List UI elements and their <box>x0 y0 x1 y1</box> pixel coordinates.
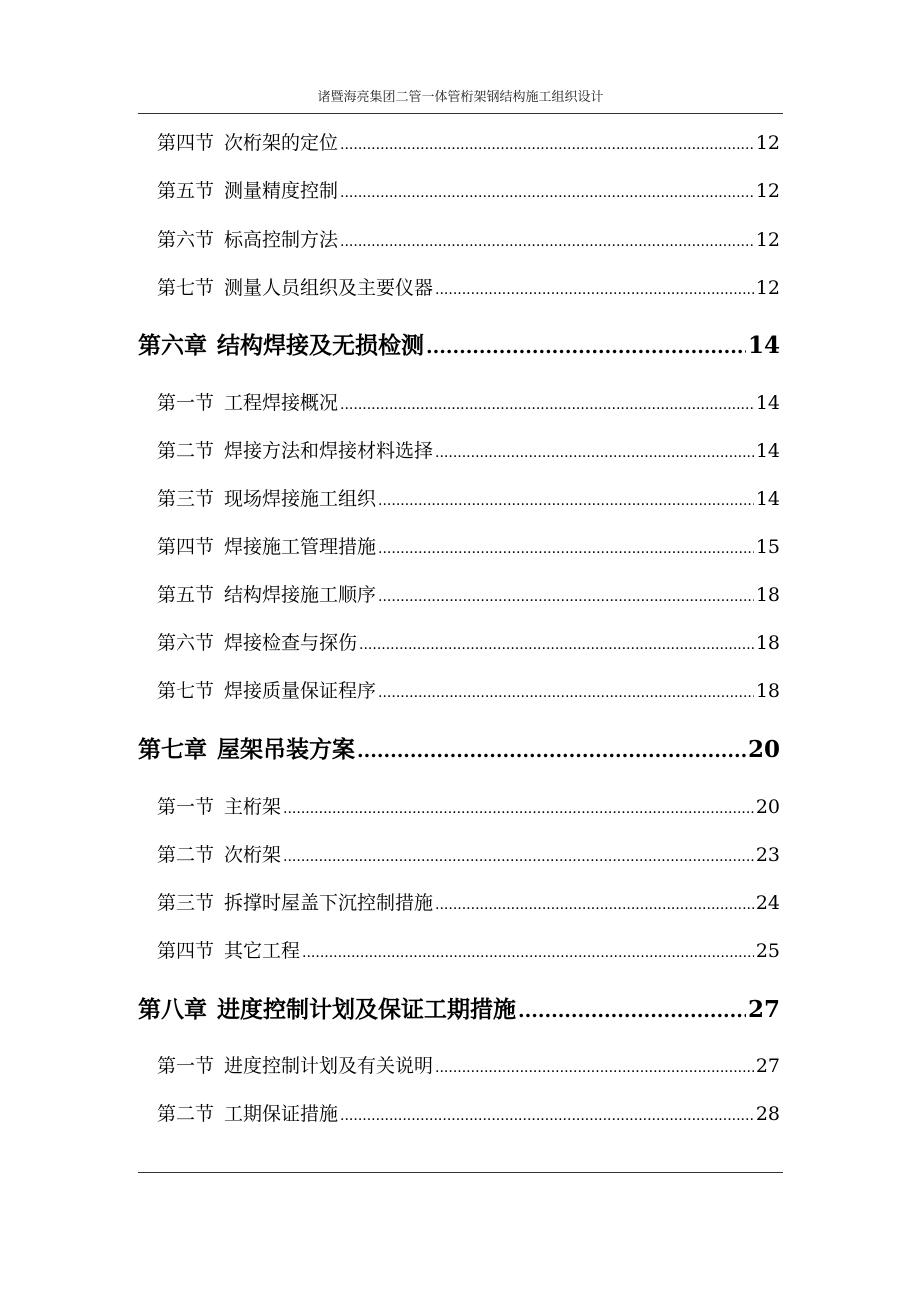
toc-section-entry[interactable] <box>157 1099 780 1126</box>
chapter-title: 进度控制计划及保证工期措施 <box>217 996 516 1023</box>
toc-section-entry[interactable] <box>157 628 780 655</box>
page-number: 15 <box>755 536 780 558</box>
section-number: 第二节 <box>157 1103 215 1125</box>
toc-section-entry[interactable] <box>157 532 780 559</box>
section-title: 工程焊接概况 <box>224 392 339 414</box>
header-rule <box>138 113 783 114</box>
section-title: 测量精度控制 <box>224 180 339 202</box>
section-title: 焊接检查与探伤 <box>224 632 358 654</box>
toc-section-entry[interactable] <box>157 273 780 300</box>
section-number: 第四节 <box>157 940 215 962</box>
section-title: 焊接施工管理措施 <box>224 536 377 558</box>
section-title: 焊接方法和焊接材料选择 <box>224 440 434 462</box>
dot-leader <box>340 1103 754 1125</box>
dot-leader <box>378 536 754 558</box>
page-number: 18 <box>755 632 780 654</box>
dot-leader <box>340 132 754 154</box>
toc-section-entry[interactable] <box>157 436 780 463</box>
toc-section-entry[interactable] <box>157 840 780 867</box>
toc-chapter-entry[interactable] <box>138 731 780 764</box>
toc-section-entry[interactable] <box>157 484 780 511</box>
page-number: 28 <box>755 1103 780 1125</box>
toc-section-entry[interactable] <box>157 176 780 203</box>
toc-section-entry[interactable] <box>157 388 780 415</box>
dot-leader <box>340 392 754 414</box>
dot-leader <box>435 440 754 462</box>
section-number: 第五节 <box>157 584 215 606</box>
page-number: 12 <box>755 229 780 251</box>
dot-leader <box>340 229 754 251</box>
section-number: 第七节 <box>157 680 215 702</box>
page-number: 12 <box>755 277 780 299</box>
section-title: 其它工程 <box>224 940 301 962</box>
dot-leader <box>357 736 746 763</box>
section-number: 第四节 <box>157 132 215 154</box>
dot-leader <box>435 892 754 914</box>
page-number: 25 <box>755 940 780 962</box>
chapter-title: 屋架吊装方案 <box>217 736 355 763</box>
toc-chapter-entry[interactable] <box>138 991 780 1024</box>
section-number: 第一节 <box>157 796 215 818</box>
section-title: 标高控制方法 <box>224 229 339 251</box>
dot-leader <box>426 332 746 359</box>
section-title: 测量人员组织及主要仪器 <box>224 277 434 299</box>
toc-section-entry[interactable] <box>157 792 780 819</box>
chapter-number: 第七章 <box>138 736 207 763</box>
toc-section-entry[interactable] <box>157 1051 780 1078</box>
section-title: 现场焊接施工组织 <box>224 488 377 510</box>
page-number: 14 <box>755 488 780 510</box>
page-number: 14 <box>755 392 780 414</box>
page-number: 12 <box>755 180 780 202</box>
section-title: 拆撑时屋盖下沉控制措施 <box>224 892 434 914</box>
section-number: 第二节 <box>157 440 215 462</box>
page-number: 23 <box>755 844 780 866</box>
page-number: 18 <box>755 680 780 702</box>
toc-section-entry[interactable] <box>157 580 780 607</box>
dot-leader <box>518 996 746 1023</box>
section-title: 焊接质量保证程序 <box>224 680 377 702</box>
section-number: 第三节 <box>157 488 215 510</box>
toc-section-entry[interactable] <box>157 936 780 963</box>
page-number: 14 <box>747 332 780 359</box>
section-number: 第一节 <box>157 392 215 414</box>
toc-section-entry[interactable] <box>157 225 780 252</box>
section-number: 第七节 <box>157 277 215 299</box>
toc-section-entry[interactable] <box>157 888 780 915</box>
section-title: 进度控制计划及有关说明 <box>224 1055 434 1077</box>
chapter-number: 第六章 <box>138 332 207 359</box>
dot-leader <box>302 940 754 962</box>
dot-leader <box>435 1055 754 1077</box>
section-title: 次桁架 <box>224 844 282 866</box>
section-title: 结构焊接施工顺序 <box>224 584 377 606</box>
page-number: 27 <box>747 996 780 1023</box>
dot-leader <box>283 844 754 866</box>
toc-section-entry[interactable] <box>157 128 780 155</box>
page-header: 诸暨海亮集团二管一体管桁架钢结构施工组织设计 <box>317 90 604 105</box>
section-number: 第四节 <box>157 536 215 558</box>
section-title: 次桁架的定位 <box>224 132 339 154</box>
section-number: 第二节 <box>157 844 215 866</box>
page-number: 24 <box>755 892 780 914</box>
section-title: 主桁架 <box>224 796 282 818</box>
dot-leader <box>340 180 754 202</box>
chapter-number: 第八章 <box>138 996 207 1023</box>
dot-leader <box>378 680 754 702</box>
page-number: 18 <box>755 584 780 606</box>
section-title: 工期保证措施 <box>224 1103 339 1125</box>
dot-leader <box>359 632 754 654</box>
page-number: 20 <box>747 736 780 763</box>
dot-leader <box>435 277 754 299</box>
chapter-title: 结构焊接及无损检测 <box>217 332 424 359</box>
section-number: 第六节 <box>157 229 215 251</box>
section-number: 第六节 <box>157 632 215 654</box>
page-number: 27 <box>755 1055 780 1077</box>
toc-section-entry[interactable] <box>157 676 780 703</box>
dot-leader <box>283 796 754 818</box>
toc-chapter-entry[interactable] <box>138 327 780 360</box>
dot-leader <box>378 584 754 606</box>
section-number: 第五节 <box>157 180 215 202</box>
page-number: 14 <box>755 440 780 462</box>
dot-leader <box>378 488 754 510</box>
page-number: 12 <box>755 132 780 154</box>
section-number: 第三节 <box>157 892 215 914</box>
footer-rule <box>138 1172 783 1173</box>
section-number: 第一节 <box>157 1055 215 1077</box>
page-number: 20 <box>755 796 780 818</box>
